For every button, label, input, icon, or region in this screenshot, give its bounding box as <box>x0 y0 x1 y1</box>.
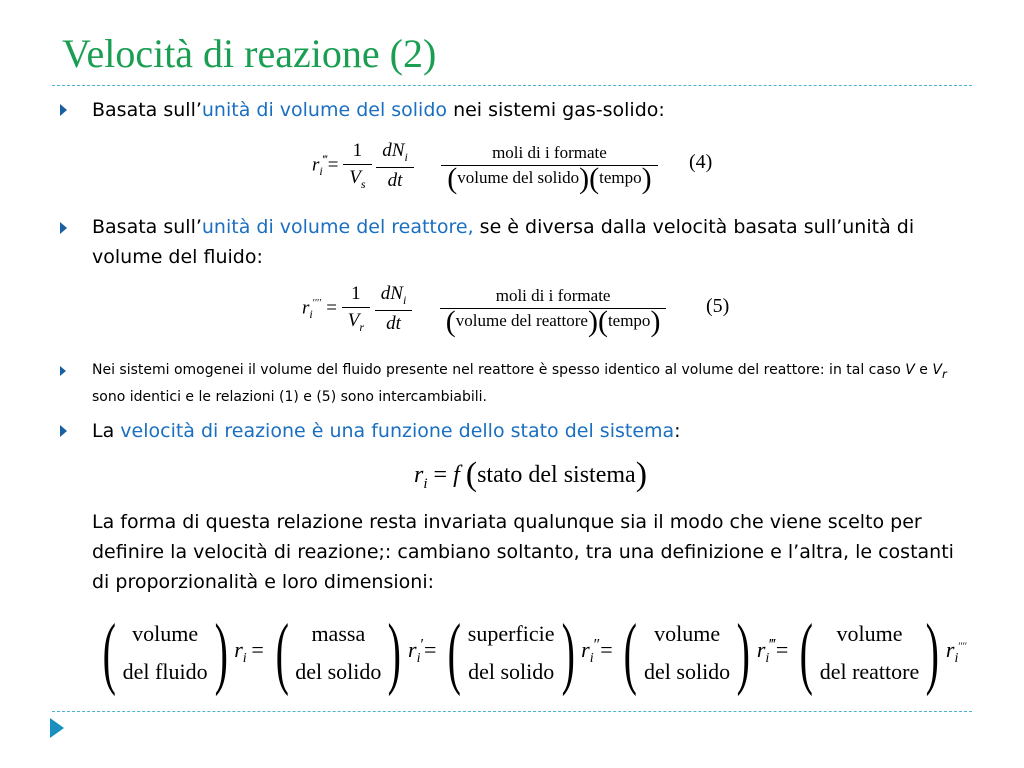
equation-function: $r_i = f$ (stato del sistema) <box>414 456 648 493</box>
top-divider <box>52 85 972 86</box>
explanation-paragraph: La forma di questa relazione resta invariata qualunque sia il modo che viene scelto per definire la velocità di reazione;: cambiano soltanto, tra una definizione e l’altra, le costanti di proporzionalità e loro dimensioni: <box>92 511 954 593</box>
chain-term: ( volume del solido) $r_i^‴=$ <box>624 609 789 697</box>
chain-term: ( massa del solido) $r_i'=$ <box>275 609 437 697</box>
bullet-icon <box>60 425 67 437</box>
chain-term: ( superficie del solido) $r_i''=$ <box>447 609 613 697</box>
bullet-2-text: Basata sull’unità di volume del reattore, se è diversa dalla velocità basata sull’unità di volume del fluido: <box>92 216 915 268</box>
play-icon[interactable] <box>50 718 64 738</box>
bottom-divider <box>52 711 972 712</box>
chain-term: ( volume del fluido) $r_i$ = <box>102 609 264 697</box>
bullet-icon <box>60 104 67 116</box>
equation-4: $r_i^‴=$ $\frac{1}{V_s}$ $\frac{dN_i}{dt}$ $\frac{\text{moli di i formate}}{\text{(volume del solido)(tempo)}}$ <box>312 140 658 192</box>
equivalence-chain <box>96 609 968 697</box>
chain-term: ( volume del reattore) $r_i''''$ <box>799 609 968 697</box>
bullet-4-text: La velocità di reazione è una funzione dello stato del sistema: <box>92 420 681 442</box>
bullet-3-text: Nei sistemi omogenei il volume del fluido presente nel reattore è spesso identico al volume del reattore: in tal caso V e $V_r$ sono identici e le relazioni (1) e (5) sono intercambiabili. <box>92 362 947 405</box>
bullet-icon <box>60 366 66 376</box>
bullet-icon <box>60 222 67 234</box>
slide-title: Velocità di reazione (2) <box>62 31 437 76</box>
equation-4-number: (4) <box>689 151 713 173</box>
equation-5-number: (5) <box>706 295 730 317</box>
equation-5: $r_i''''$ = $\frac{1}{V_r}$ $\frac{dN_i}{dt}$ $\frac{\text{moli di i formate}}{\text{(volume del reattore)(tempo)}}$ <box>302 283 666 335</box>
bullet-1-text: Basata sull’unità di volume del solido nei sistemi gas-solido: <box>92 99 665 121</box>
